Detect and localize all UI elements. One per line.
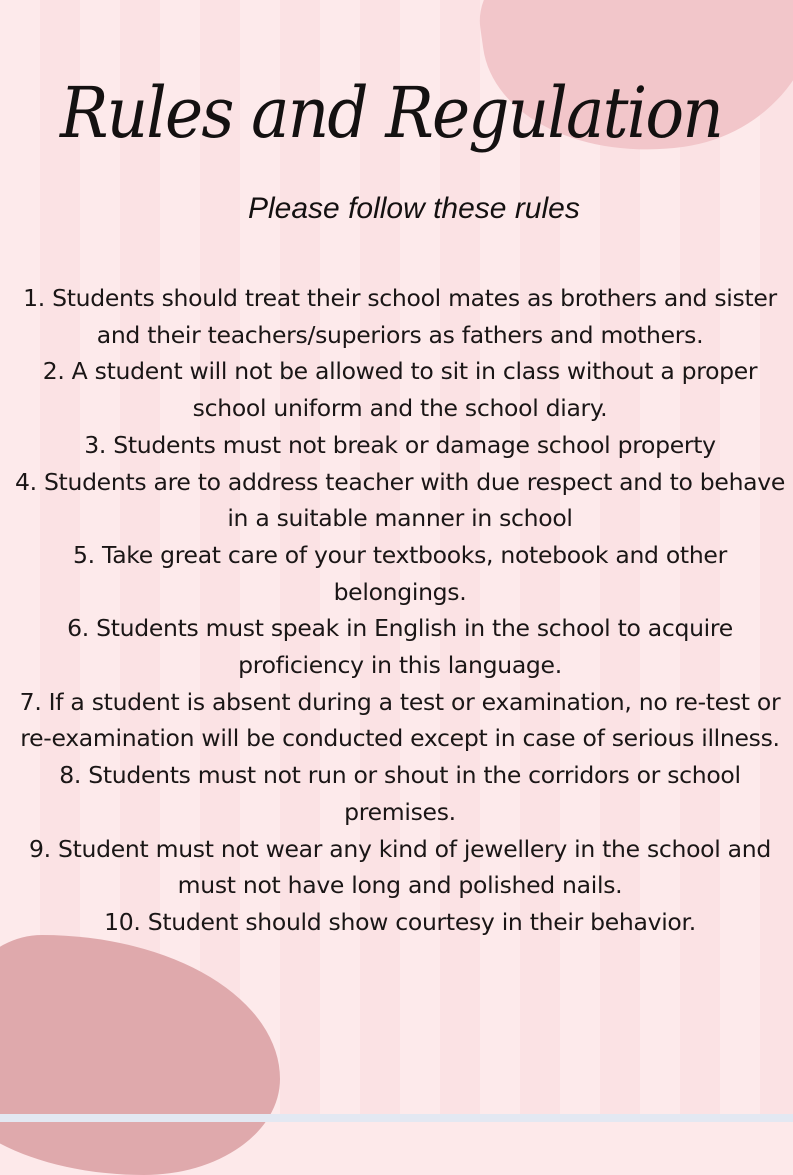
rules-list — [10, 280, 790, 941]
bottom-edge-strip — [0, 1114, 793, 1122]
rule-item: 10. Student should show courtesy in their behavior. — [104, 907, 696, 936]
rule-item: 3. Students must not break or damage school property — [84, 430, 716, 459]
rule-item: 1. Students should treat their school mates as brothers and sister and their teachers/superiors as fathers and mothers. — [23, 284, 777, 349]
rule-item: 6. Students must speak in English in the school to acquire proficiency in this language. — [67, 614, 733, 680]
rule-item: 4. Students are to address teacher with due respect and to behave in a suitable manner in school — [14, 467, 786, 533]
page-subtitle: Please follow these rules — [248, 192, 580, 225]
rule-item: 2. A student will not be allowed to sit in class without a proper school uniform and the school diary. — [42, 357, 758, 423]
rule-item: 9. Student must not wear any kind of jewellery in the school and must not have long and polished nails. — [29, 834, 771, 900]
rule-item: 5. Take great care of your textbooks, notebook and other belongings. — [73, 540, 727, 606]
rule-item: 7. If a student is absent during a test or examination, no re-test or re-examination will be conducted except in case of serious illness. — [19, 687, 781, 753]
rule-item: 8. Students must not run or shout in the corridors or school premises. — [59, 761, 741, 826]
page-title: Rules and Regulation — [60, 72, 722, 154]
